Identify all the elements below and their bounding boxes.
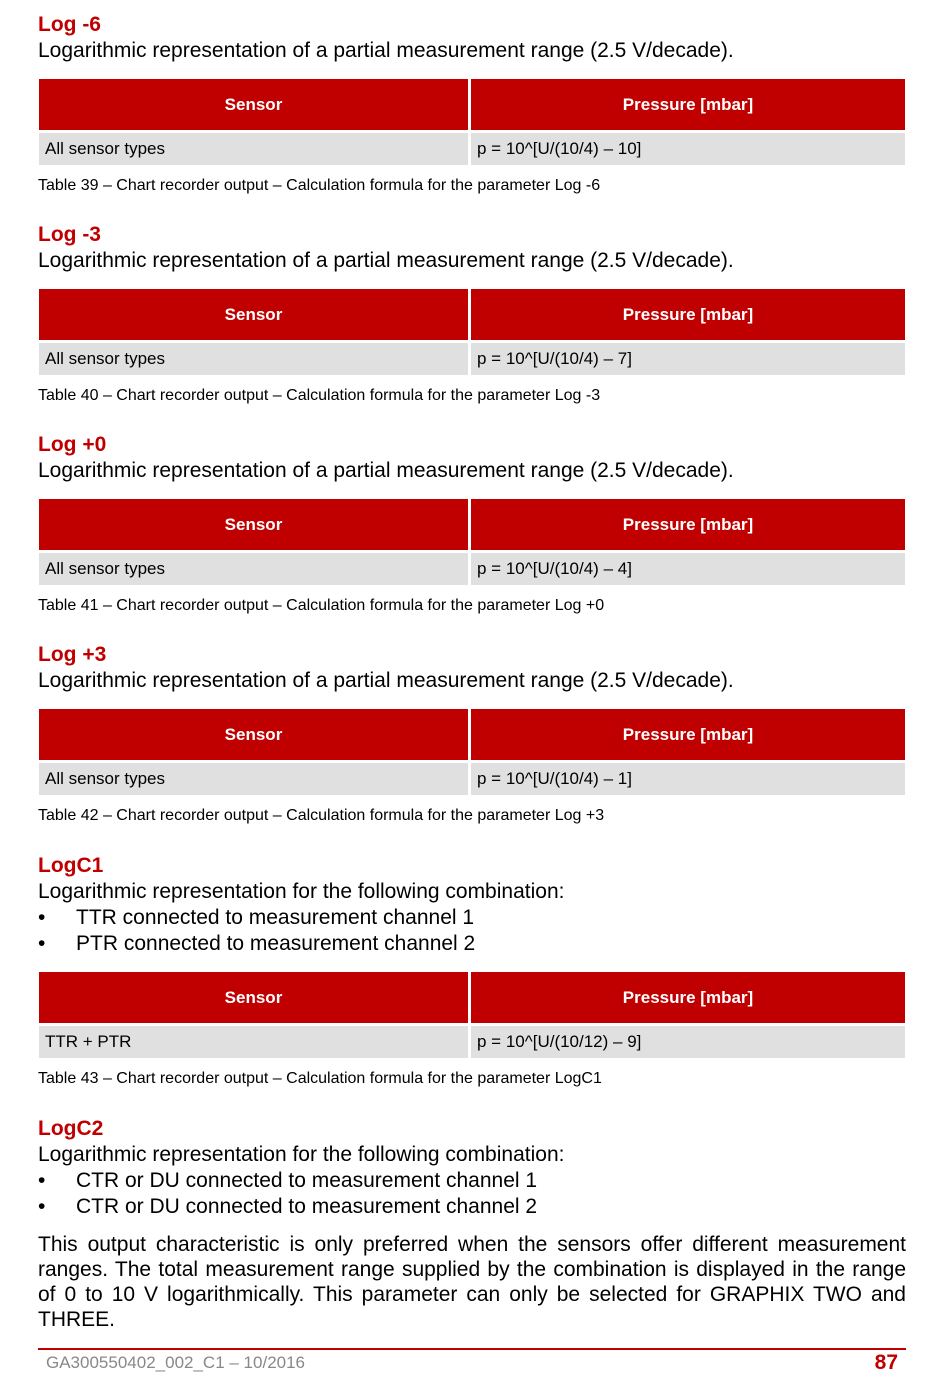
header-sensor: Sensor — [39, 709, 468, 760]
cell-sensor: All sensor types — [39, 343, 468, 375]
cell-formula: p = 10^[U/(10/4) – 4] — [471, 553, 905, 585]
table-row — [39, 553, 905, 585]
list-item — [38, 905, 906, 931]
section-heading: LogC2 — [38, 1117, 104, 1140]
table-row — [39, 343, 905, 375]
section-log-minus-6 — [38, 12, 906, 196]
bullet-icon: • — [38, 932, 46, 955]
section-heading: Log -3 — [38, 223, 101, 246]
section-intro: Logarithmic representation for the following combination: — [38, 1143, 565, 1166]
formula-table — [36, 706, 908, 798]
table-row — [39, 763, 905, 795]
section-log-minus-3 — [38, 222, 906, 406]
cell-sensor: All sensor types — [39, 763, 468, 795]
list-item — [38, 931, 906, 957]
cell-formula: p = 10^[U/(10/4) – 10] — [471, 133, 905, 165]
cell-formula: p = 10^[U/(10/4) – 1] — [471, 763, 905, 795]
section-intro: Logarithmic representation of a partial measurement range (2.5 V/decade). — [38, 39, 734, 62]
section-intro: Logarithmic representation of a partial measurement range (2.5 V/decade). — [38, 459, 734, 482]
bullet-icon: • — [38, 906, 46, 929]
header-pressure: Pressure [mbar] — [471, 709, 905, 760]
table-caption: Table 39 – Chart recorder output – Calculation formula for the parameter Log -6 — [38, 177, 601, 194]
section-intro: Logarithmic representation for the following combination: — [38, 880, 565, 903]
table-header-row — [39, 709, 905, 760]
cell-formula: p = 10^[U/(10/4) – 7] — [471, 343, 905, 375]
header-sensor: Sensor — [39, 79, 468, 130]
formula-table — [36, 496, 908, 588]
list-item-text: CTR or DU connected to measurement channel 2 — [76, 1195, 538, 1218]
bullet-icon: • — [38, 1195, 46, 1218]
table-caption: Table 43 – Chart recorder output – Calculation formula for the parameter LogC1 — [38, 1070, 602, 1087]
bullet-list — [38, 1168, 906, 1220]
table-row — [39, 1026, 905, 1058]
table-row — [39, 133, 905, 165]
bullet-icon: • — [38, 1169, 46, 1192]
cell-formula: p = 10^[U/(10/12) – 9] — [471, 1026, 905, 1058]
section-heading: Log +0 — [38, 433, 107, 456]
section-intro: Logarithmic representation of a partial measurement range (2.5 V/decade). — [38, 669, 734, 692]
section-logc1 — [38, 853, 906, 1089]
formula-table — [36, 286, 908, 378]
list-item — [38, 1194, 906, 1220]
section-heading: Log +3 — [38, 643, 107, 666]
header-pressure: Pressure [mbar] — [471, 972, 905, 1023]
section-log-plus-0 — [38, 432, 906, 616]
list-item-text: PTR connected to measurement channel 2 — [76, 932, 476, 955]
table-caption: Table 40 – Chart recorder output – Calculation formula for the parameter Log -3 — [38, 387, 601, 404]
list-item-text: TTR connected to measurement channel 1 — [76, 906, 475, 929]
table-header-row — [39, 79, 905, 130]
list-item-text: CTR or DU connected to measurement channel 1 — [76, 1169, 538, 1192]
cell-sensor: All sensor types — [39, 133, 468, 165]
header-pressure: Pressure [mbar] — [471, 289, 905, 340]
table-header-row — [39, 972, 905, 1023]
header-sensor: Sensor — [39, 972, 468, 1023]
cell-sensor: All sensor types — [39, 553, 468, 585]
formula-table — [36, 969, 908, 1061]
section-log-plus-3 — [38, 642, 906, 826]
table-header-row — [39, 499, 905, 550]
header-sensor: Sensor — [39, 499, 468, 550]
footer-divider — [38, 1348, 906, 1350]
section-intro: Logarithmic representation of a partial measurement range (2.5 V/decade). — [38, 249, 734, 272]
header-sensor: Sensor — [39, 289, 468, 340]
page-number: 87 — [874, 1351, 898, 1374]
cell-sensor: TTR + PTR — [39, 1026, 468, 1058]
table-caption: Table 41 – Chart recorder output – Calculation formula for the parameter Log +0 — [38, 597, 605, 614]
section-heading: Log -6 — [38, 13, 101, 36]
header-pressure: Pressure [mbar] — [471, 499, 905, 550]
section-logc2 — [38, 1116, 906, 1332]
bullet-list — [38, 905, 906, 957]
body-paragraph: This output characteristic is only preferred when the sensors offer different measurement ranges. The total measurement range supplied by the combination is displayed in the range of 0 to 10 V logarithmically. This parameter can only be selected for GRAPHIX TWO and THREE. — [38, 1233, 906, 1331]
header-pressure: Pressure [mbar] — [471, 79, 905, 130]
formula-table — [36, 76, 908, 168]
section-heading: LogC1 — [38, 854, 104, 877]
table-caption: Table 42 – Chart recorder output – Calculation formula for the parameter Log +3 — [38, 807, 605, 824]
footer-document-id: GA300550402_002_C1 – 10/2016 — [46, 1353, 306, 1372]
table-header-row — [39, 289, 905, 340]
list-item — [38, 1168, 906, 1194]
